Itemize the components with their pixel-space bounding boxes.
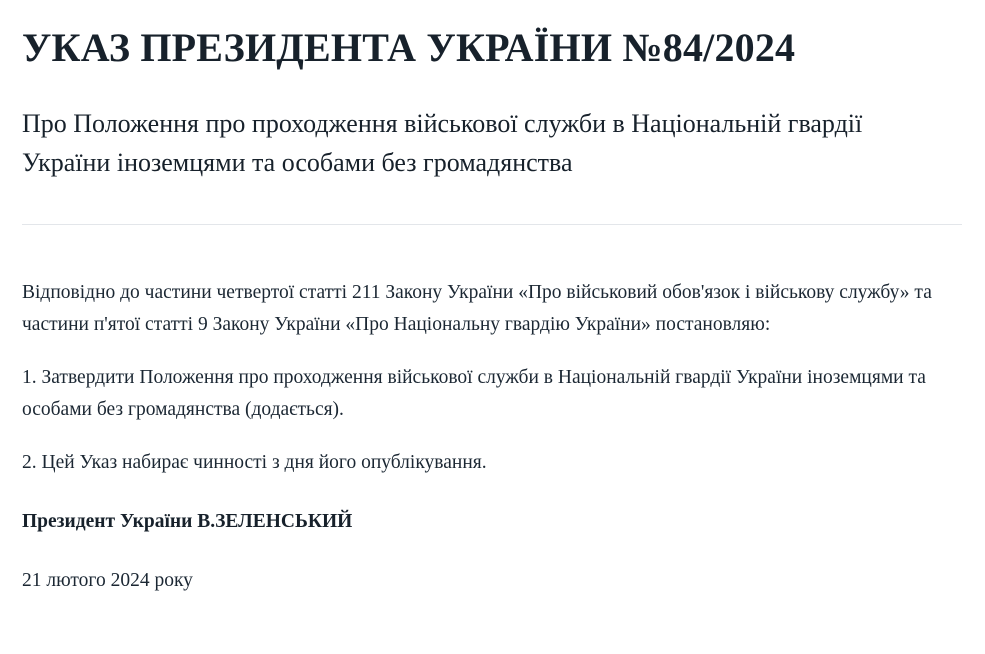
- document-paragraph-item-1: 1. Затвердити Положення про проходження військової служби в Національній гвардії України іноземцями та особами без громадянства (додається).: [22, 367, 926, 420]
- page-title: УКАЗ ПРЕЗИДЕНТА УКРАЇНИ №84/2024: [22, 25, 796, 70]
- document-date: 21 лютого 2024 року: [22, 570, 193, 592]
- document-signature: Президент України В.ЗЕЛЕНСЬКИЙ: [22, 511, 353, 533]
- document-subtitle: Про Положення про проходження військової служби в Національній гвардії України іноземцями та особами без громадянства: [22, 109, 863, 177]
- document-paragraph-intro: Відповідно до частини четвертої статті 211 Закону України «Про військовий обов'язок і військову службу» та частини п'ятої статті 9 Закону України «Про Національну гвардію України» постановляю:: [22, 282, 932, 335]
- section-divider: [22, 224, 962, 225]
- document-paragraph-item-2: 2. Цей Указ набирає чинності з дня його опублікування.: [22, 452, 487, 474]
